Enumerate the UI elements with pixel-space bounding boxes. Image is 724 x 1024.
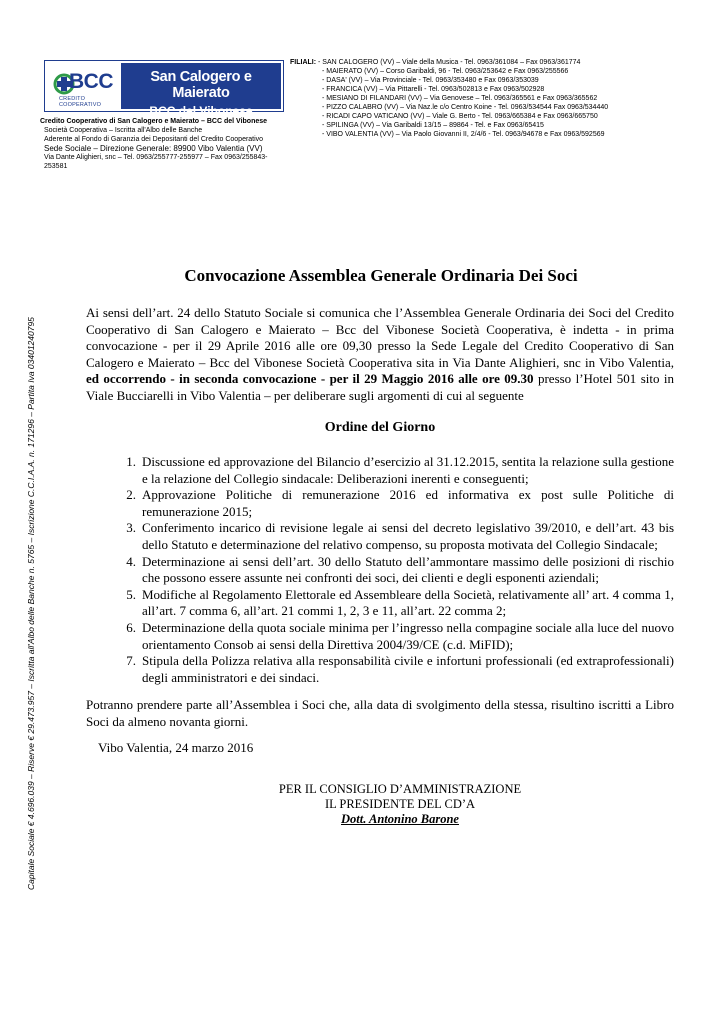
- agenda-item-number: 4.: [126, 553, 136, 569]
- closing-paragraph: Potranno prendere parte all’Assemblea i Soci che, alla data di svolgimento della stessa, risultino iscritti a Libro Soci da almeno novanta giorni.: [86, 697, 674, 729]
- branch-item: - VIBO VALENTIA (VV) – Via Paolo Giovanni II, 2/4/6 - Tel. 0963/94678 e Fax 0963/592569: [322, 131, 605, 138]
- agenda-item: [86, 587, 674, 620]
- signature-line-2: IL PRESIDENTE DEL CD’A: [324, 797, 476, 811]
- intro-text-1: Ai sensi dell’art. 24 dello Statuto Sociale si comunica che l’Assemblea Generale Ordinaria dei Soci del Credito Cooperativo di San Calogero e Maierato – Bcc del Vibonese Società Cooperativa, è indetta - in prima convocazione - per il 29 Aprile 2016 alle ore 09,30 presso la Sede Legale del Credito Cooperativo di San Calogero e Maierato – Bcc del Vibonese Società Cooperativa sita in Via Dante Alighieri, snc in Vibo Valentia,: [86, 305, 674, 370]
- agenda-item-text: Stipula della Polizza relativa alla responsabilità civile e infortuni professionali (ed extraprofessionali) degli amministratori e dei sindaci.: [142, 653, 674, 685]
- logo-bcc-text: BCC: [69, 70, 113, 93]
- branches-label: FILIALI:: [290, 59, 317, 66]
- logo-sub-text: CREDITO COOPERATIVO: [59, 96, 102, 108]
- branch-item: - SPILINGA (VV) – Via Garibaldi 13/15 – 89864 - Tel. e Fax 0963/65415: [322, 122, 544, 129]
- agenda-item: [86, 487, 674, 520]
- agenda-item-text: Determinazione ai sensi dell’art. 30 dello Statuto dell’ammontare massimo delle posizioni di rischio che possono essere assunte nei confronti dei soci, dei clienti e degli esponenti aziendali;: [142, 553, 674, 586]
- agenda-item-text: Determinazione della quota sociale minima per l’ingresso nella compagine sociale alla luce del nuovo orientamento Consob ai sensi della Direttiva 2004/39/CE (c.d. MiFID);: [142, 619, 674, 652]
- intro-second-call: ed occorrendo - in seconda convocazione - per il 29 Maggio 2016 alle ore 09.30: [86, 371, 534, 387]
- intro-paragraph: [86, 305, 674, 405]
- branch-row: [290, 58, 690, 67]
- agenda-item-number: 5.: [126, 586, 136, 602]
- logo-mark-area: [47, 63, 121, 109]
- branch-item: - RICADI CAPO VATICANO (VV) – Viale G. Berto - Tel. 0963/665384 e Fax 0963/665750: [322, 113, 598, 120]
- branch-item: - MAIERATO (VV) – Corso Garibaldi, 96 - Tel. 0963/253642 e Fax 0963/255566: [322, 68, 569, 75]
- branch-item: - PIZZO CALABRO (VV) – Via Naz.le c/o Centro Koine - Tel. 0963/534544 Fax 0963/534440: [322, 104, 609, 111]
- agenda-item-text: Modifiche al Regolamento Elettorale ed Assembleare della Società, relativamente all’ art. 4 comma 1, all’art. 7 comma 6, all’art. 21 commi 1, 2, 3 e 11, all’art. 22 comma 2;: [142, 586, 674, 619]
- agenda-heading: Ordine del Giorno: [324, 420, 436, 435]
- agenda-item-number: 7.: [126, 653, 136, 669]
- agenda-item: [86, 653, 674, 686]
- company-line-6: 253581: [44, 163, 68, 170]
- signature-line-1: PER IL CONSIGLIO D’AMMINISTRAZIONE: [278, 782, 522, 796]
- company-line-4: Sede Sociale – Direzione Generale: 89900 Vibo Valentia (VV): [44, 144, 263, 153]
- bank-logo: [44, 60, 284, 118]
- company-line-3: Aderente al Fondo di Garanzia dei Depositanti del Credito Cooperativo: [44, 136, 264, 143]
- branches-list: [290, 58, 690, 139]
- agenda-item: [86, 454, 674, 487]
- page-title: Convocazione Assemblea Generale Ordinaria Dei Soci: [184, 266, 578, 285]
- agenda-item-text: Discussione ed approvazione del Bilancio d’esercizio al 31.12.2015, sentita la relazione sulla gestione e la relazione del Collegio sindacale: Deliberazioni inerenti e conseguenti;: [142, 454, 674, 486]
- legal-sidebar-text: Capitale Sociale € 4.696.039 – Riserve € 29.473.957 – Iscritta all'Albo delle Banche n. 5765 – Iscrizione C.C.I.A.A. n. 171296 – Partita Iva 03401240795: [26, 317, 36, 890]
- agenda-item: [86, 554, 674, 587]
- branch-item: - MESIANO DI FILANDARI (VV) – Via Genovese – Tel. 0963/365561 e Fax 0963/365562: [322, 95, 598, 102]
- company-line-2: Società Cooperativa – Iscritta all'Albo delle Banche: [44, 127, 203, 134]
- company-name: Credito Cooperativo di San Calogero e Maierato – BCC del Vibonese: [40, 118, 268, 125]
- agenda-item-number: 6.: [126, 619, 136, 635]
- logo-name-panel: [121, 63, 281, 118]
- place-date: Vibo Valentia, 24 marzo 2016: [98, 740, 254, 755]
- logo-bank-name: San Calogero e Maierato: [150, 69, 252, 101]
- agenda-item-number: 2.: [126, 487, 136, 503]
- branch-item: - DASA' (VV) – Via Provinciale - Tel. 0963/353480 e Fax 0963/353039: [322, 77, 539, 84]
- agenda-item-number: 3.: [126, 520, 136, 536]
- intro-text-2: presso l’Hotel 501 sito in Viale Bucciarelli in Vibo Valentia – per deliberare sugli argomenti di cui al seguente: [86, 371, 674, 403]
- company-line-5: Via Dante Alighieri, snc – Tel. 0963/255777-255977 – Fax 0963/255843-: [44, 154, 268, 161]
- agenda-item-text: Conferimento incarico di revisione legale ai sensi del decreto legislativo 39/2010, e dell’art. 43 bis dello Statuto e determinazione del relativo compenso, su proposta motivata del Collegio Sindacale;: [142, 520, 674, 552]
- agenda-item: [86, 620, 674, 653]
- branch-item: - SAN CALOGERO (VV) – Viale della Musica - Tel. 0963/361084 – Fax 0963/361774: [318, 59, 581, 66]
- signature-block: [250, 782, 550, 827]
- agenda-list: [86, 454, 674, 686]
- agenda-item-text: Approvazione Politiche di remunerazione 2016 ed informativa ex post sulle Politiche di remunerazione 2015;: [142, 487, 674, 519]
- agenda-item: [86, 520, 674, 553]
- signatory-name: Dott. Antonino Barone: [341, 812, 459, 826]
- logo-tagline: BCC del Vibonese: [149, 104, 253, 118]
- branch-item: - FRANCICA (VV) – Via Pittarelli - Tel. 0963/502813 e Fax 0963/502928: [322, 86, 545, 93]
- agenda-item-number: 1.: [126, 454, 136, 469]
- company-info: [40, 117, 290, 171]
